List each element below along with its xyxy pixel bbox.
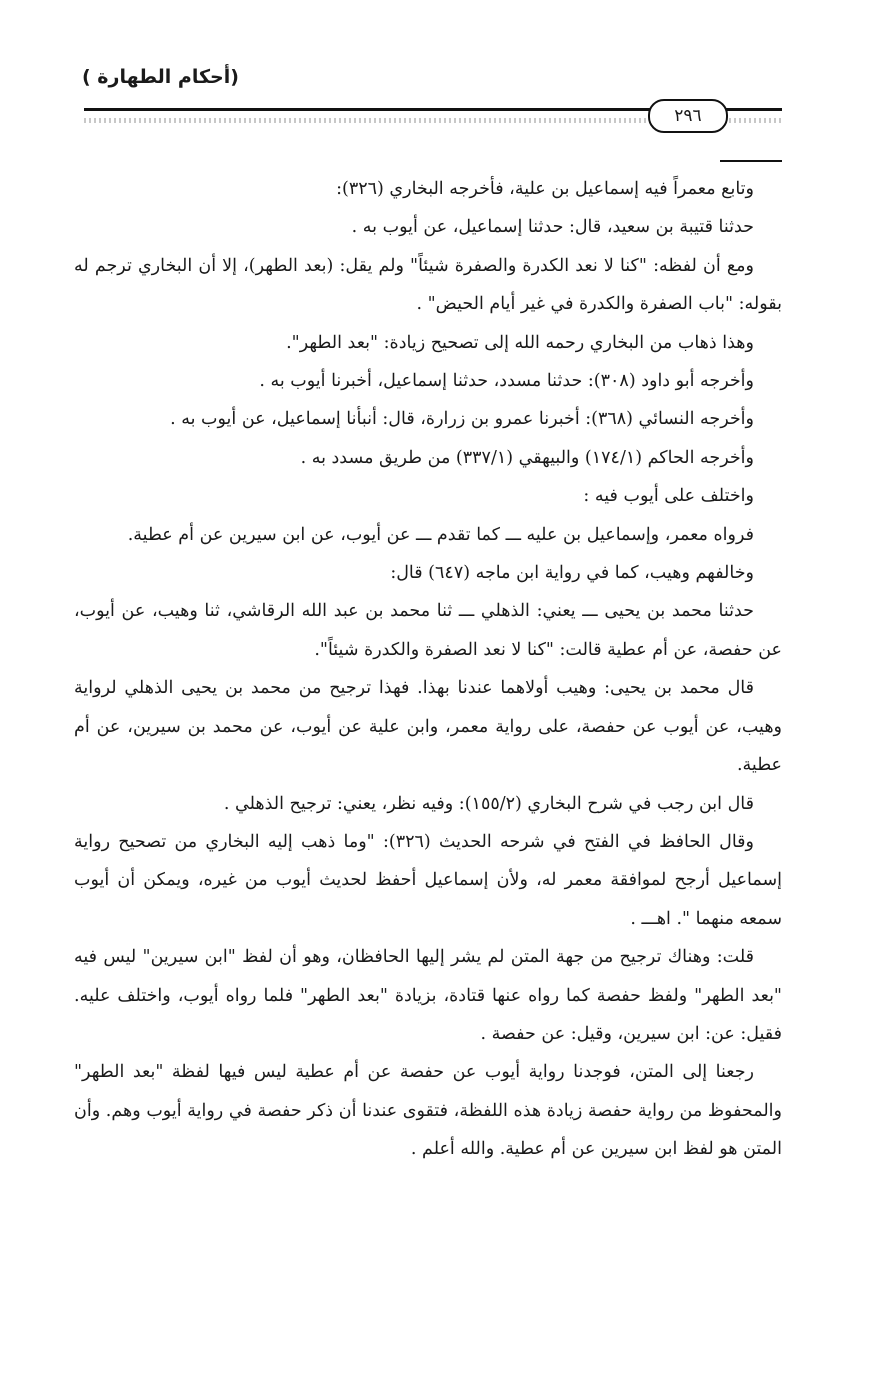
paragraph: حدثنا محمد بن يحيى ـــ يعني: الذهلي ـــ ثنا محمد بن عبد الله الرقاشي، ثنا وهيب، عن أيوب، عن حفصة، عن أم عطية قالت: "كنا لا نعد الصفرة والكدرة شيئاً". — [74, 601, 782, 660]
paragraph: وتابع معمراً فيه إسماعيل بن علية، فأخرجه البخاري (٣٢٦): — [336, 179, 754, 199]
section-rule — [720, 160, 782, 162]
paragraph: حدثنا قتيبة بن سعيد، قال: حدثنا إسماعيل، عن أيوب به . — [351, 217, 754, 238]
paragraph: قال ابن رجب في شرح البخاري (١٥٥/٢): وفيه نظر، يعني: ترجيح الذهلي . — [223, 793, 754, 814]
paragraph: وهذا ذهاب من البخاري رحمه الله إلى تصحيح زيادة: "بعد الطهر". — [286, 332, 754, 353]
paragraph: فرواه معمر، وإسماعيل بن عليه ـــ كما تقدم ـــ عن أيوب، عن ابن سيرين عن أم عطية. — [127, 524, 754, 545]
paragraph: وأخرجه النسائي (٣٦٨): أخبرنا عمرو بن زرارة، قال: أنبأنا إسماعيل، عن أيوب به . — [170, 409, 754, 430]
running-title: (أحكام الطهارة ) — [82, 66, 239, 88]
page-header — [0, 0, 873, 140]
paragraph: قلت: وهناك ترجيح من جهة المتن لم يشر إليها الحافظان، وهو أن لفظ "ابن سيرين" ليس فيه "بعد الطهر" ولفظ حفصة كما رواه عنها قتادة، بزيادة "بعد الطهر" فلما رواه أيوب، واختلف عليه. فقيل: عن: ابن سيرين، وقيل: عن حفصة . — [74, 947, 782, 1044]
page-number: ٢٩٦ — [674, 106, 702, 126]
paragraph: وقال الحافظ في الفتح في شرحه الحديث (٣٢٦): "وما ذهب إليه البخاري من تصحيح رواية إسماعيل أرجح لموافقة معمر له، ولأن إسماعيل أحفظ لحديث أيوب من غيره، ويمكن أن أيوب سمعه منهما ". اهـــ . — [74, 831, 782, 929]
paragraph: قال محمد بن يحيى: وهيب أولاهما عندنا بهذا. فهذا ترجيح من محمد بن يحيى الذهلي لرواية وهيب، عن أيوب عن حفصة، على رواية معمر، وابن علية عن أيوب، عن محمد بن سيرين، عن أم عطية. — [74, 678, 782, 776]
paragraph: وخالفهم وهيب، كما في رواية ابن ماجه (٦٤٧) قال: — [390, 563, 754, 584]
paragraph: رجعنا إلى المتن، فوجدنا رواية أيوب عن حفصة عن أم عطية ليس فيها لفظة "بعد الطهر" والمحفوظ من رواية حفصة زيادة هذه اللفظة، فتقوى عندنا أن ذكر حفصة في رواية أيوب وهم. وأن المتن هو لفظ ابن سيرين عن أم عطية. والله أعلم . — [74, 1062, 782, 1160]
paragraph: ومع أن لفظه: "كنا لا نعد الكدرة والصفرة شيئاً" ولم يقل: (بعد الطهر)، إلا أن البخاري ترجم له بقوله: "باب الصفرة والكدرة في غير أيام الحيض" . — [74, 255, 782, 315]
paragraph: وأخرجه أبو داود (٣٠٨): حدثنا مسدد، حدثنا إسماعيل، أخبرنا أيوب به . — [259, 371, 754, 392]
body-text — [74, 170, 782, 1169]
paragraph: وأخرجه الحاكم (١٧٤/١) والبيهقي (٣٣٧/١) من طريق مسدد به . — [300, 447, 754, 468]
paragraph: واختلف على أيوب فيه : — [583, 486, 754, 507]
page-number-frame — [648, 99, 728, 133]
